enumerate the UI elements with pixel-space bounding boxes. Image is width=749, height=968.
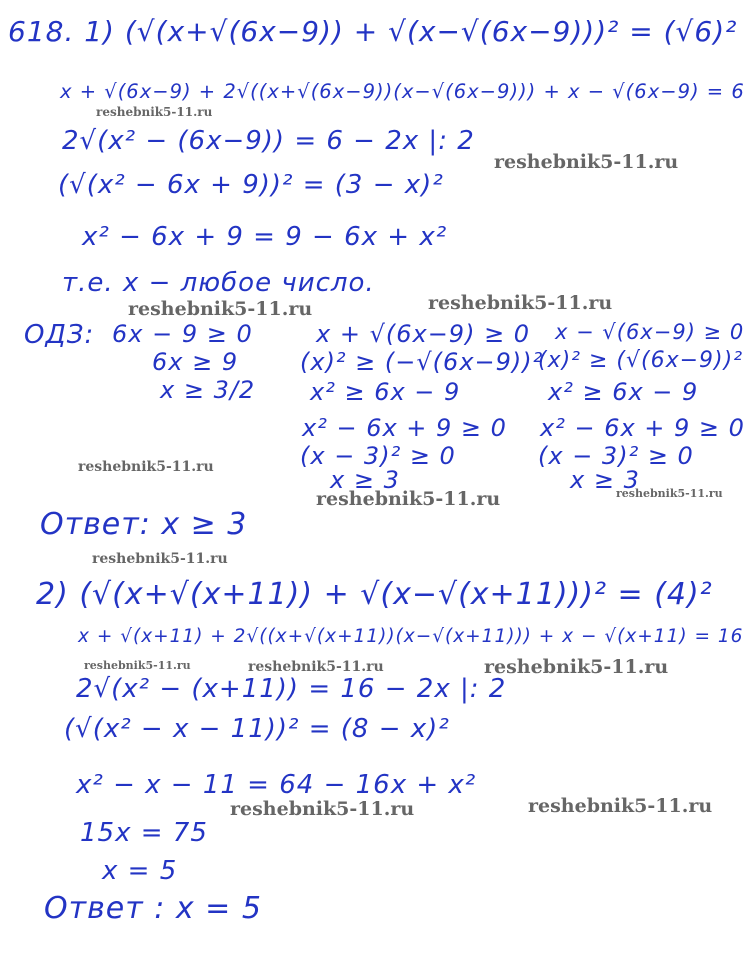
- watermark: reshebnik5-11.ru: [616, 487, 723, 500]
- watermark: reshebnik5-11.ru: [494, 151, 679, 173]
- watermark: reshebnik5-11.ru: [428, 292, 613, 314]
- odz-label: ОДЗ:: [24, 320, 95, 350]
- odz-col2-3: x² ≥ 6x − 9: [310, 378, 461, 406]
- line-5: x² − 6x + 9 = 9 − 6x + x²: [82, 222, 448, 252]
- odz-col1-2: 6x ≥ 9: [152, 348, 239, 376]
- odz-col3-4: x² − 6x + 9 ≥ 0: [540, 414, 745, 442]
- line-1: 618. 1) (√(x+√(6x−9)) + √(x−√(6x−9)))² = (√6)²: [8, 15, 738, 48]
- line-p2-1: 2) (√(x+√(x+11)) + √(x−√(x+11)))² = (4)²: [36, 577, 713, 612]
- watermark: reshebnik5-11.ru: [484, 656, 669, 678]
- watermark: reshebnik5-11.ru: [78, 459, 214, 475]
- answer-2: Ответ : x = 5: [44, 891, 262, 926]
- odz-col2-6: x ≥ 3: [330, 466, 400, 494]
- line-p2-5: x² − x − 11 = 64 − 16x + x²: [76, 770, 477, 800]
- odz-col3-2: (x)² ≥ (√(6x−9))²: [538, 348, 744, 373]
- line-6: т.е. x − любое число.: [62, 268, 375, 298]
- line-p2-4: (√(x² − x − 11))² = (8 − x)²: [64, 714, 450, 744]
- odz-col2-2: (x)² ≥ (−√(6x−9))²: [300, 348, 544, 376]
- watermark: reshebnik5-11.ru: [230, 798, 415, 820]
- line-4: (√(x² − 6x + 9))² = (3 − x)²: [58, 170, 444, 200]
- line-p2-6: 15x = 75: [80, 818, 208, 848]
- odz-col3-5: (x − 3)² ≥ 0: [538, 442, 694, 470]
- line-2: x + √(6x−9) + 2√((x+√(6x−9))(x−√(6x−9))) + x − √(6x−9) = 6: [60, 80, 745, 103]
- odz-col1-3: x ≥ 3/2: [160, 376, 256, 404]
- line-p2-2: x + √(x+11) + 2√((x+√(x+11))(x−√(x+11))) + x − √(x+11) = 16: [78, 626, 744, 647]
- odz-col3-1: x − √(6x−9) ≥ 0: [555, 320, 745, 344]
- watermark: reshebnik5-11.ru: [316, 488, 501, 510]
- watermark: reshebnik5-11.ru: [128, 298, 313, 320]
- watermark: reshebnik5-11.ru: [84, 659, 191, 672]
- watermark: reshebnik5-11.ru: [96, 105, 213, 119]
- odz-col1-1: 6x − 9 ≥ 0: [112, 320, 253, 348]
- line-p2-3: 2√(x² − (x+11)) = 16 − 2x |: 2: [76, 674, 507, 704]
- odz-col2-4: x² − 6x + 9 ≥ 0: [302, 414, 507, 442]
- answer-1: Ответ: x ≥ 3: [40, 507, 248, 542]
- line-3: 2√(x² − (6x−9)) = 6 − 2x |: 2: [62, 126, 475, 156]
- odz-col3-3: x² ≥ 6x − 9: [548, 378, 699, 406]
- watermark: reshebnik5-11.ru: [248, 659, 384, 675]
- watermark: reshebnik5-11.ru: [528, 795, 713, 817]
- watermark: reshebnik5-11.ru: [92, 551, 228, 567]
- odz-col2-1: x + √(6x−9) ≥ 0: [316, 320, 531, 348]
- line-p2-7: x = 5: [102, 856, 178, 886]
- odz-col2-5: (x − 3)² ≥ 0: [300, 442, 456, 470]
- odz-col3-6: x ≥ 3: [570, 466, 640, 494]
